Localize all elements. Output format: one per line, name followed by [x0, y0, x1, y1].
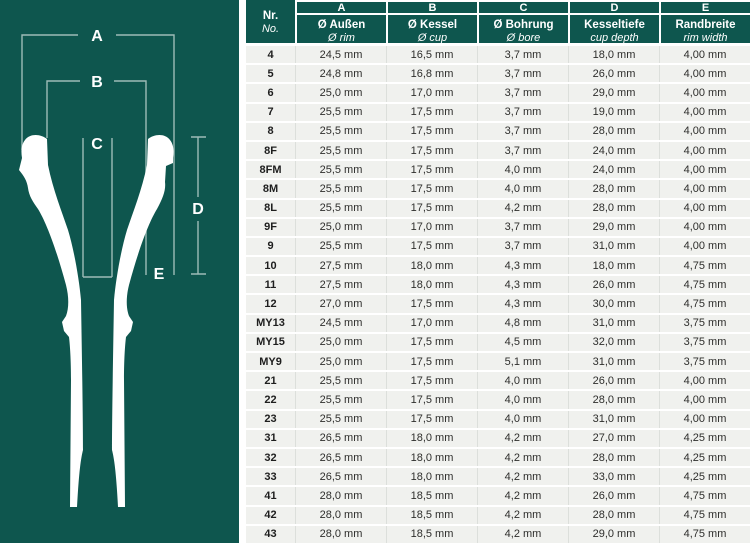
cell-d: 26,0 mm — [568, 372, 659, 389]
cell-e: 3,75 mm — [659, 315, 750, 332]
cell-c: 3,7 mm — [477, 238, 568, 255]
header-column-letter: C — [477, 0, 568, 15]
table-header — [246, 0, 750, 46]
cell-nr: 43 — [264, 528, 277, 541]
table-row — [246, 84, 750, 103]
table-row — [246, 526, 750, 543]
label-d: D — [192, 201, 204, 218]
cell-nr: 8L — [264, 202, 277, 215]
cell-nr: 32 — [264, 451, 277, 464]
cell-c: 4,0 mm — [477, 391, 568, 408]
cell-e: 4,75 mm — [659, 487, 750, 504]
cell-a: 25,0 mm — [295, 334, 386, 351]
cell-nr: 9F — [264, 221, 277, 234]
table-row — [246, 46, 750, 65]
cell-d: 26,0 mm — [568, 487, 659, 504]
cell-b: 17,5 mm — [386, 411, 477, 428]
table-row — [246, 142, 750, 161]
cell-b: 18,5 mm — [386, 507, 477, 524]
cell-a: 27,5 mm — [295, 257, 386, 274]
cell-a: 25,5 mm — [295, 123, 386, 140]
table-row — [246, 295, 750, 314]
cell-e: 4,00 mm — [659, 65, 750, 82]
cell-a: 28,0 mm — [295, 507, 386, 524]
cell-d: 30,0 mm — [568, 295, 659, 312]
table-row — [246, 353, 750, 372]
table-row — [246, 411, 750, 430]
cell-c: 4,2 mm — [477, 526, 568, 543]
cell-a: 25,0 mm — [295, 219, 386, 236]
cell-a: 25,5 mm — [295, 200, 386, 217]
cell-c: 3,7 mm — [477, 123, 568, 140]
cell-nr: MY15 — [256, 336, 285, 349]
cell-nr: MY9 — [259, 355, 282, 368]
table-row — [246, 65, 750, 84]
mouthpiece-diagram — [0, 0, 239, 543]
cell-nr: 33 — [264, 470, 277, 483]
header-name-en: cup depth — [590, 31, 639, 44]
header-column-letter: B — [386, 0, 477, 15]
table-row — [246, 276, 750, 295]
cell-c: 4,0 mm — [477, 372, 568, 389]
cell-d: 24,0 mm — [568, 161, 659, 178]
cell-d: 18,0 mm — [568, 46, 659, 63]
cell-b: 17,5 mm — [386, 142, 477, 159]
cell-b: 18,0 mm — [386, 257, 477, 274]
cell-c: 4,0 mm — [477, 161, 568, 178]
cell-a: 27,5 mm — [295, 276, 386, 293]
label-a: A — [91, 28, 103, 45]
cell-b: 18,0 mm — [386, 430, 477, 447]
cell-a: 24,8 mm — [295, 65, 386, 82]
cell-b: 18,5 mm — [386, 487, 477, 504]
cell-nr: 8FM — [259, 163, 282, 176]
cell-nr: 22 — [264, 393, 277, 406]
cell-nr: 41 — [264, 489, 277, 502]
table-body — [246, 46, 750, 543]
cell-nr: 6 — [267, 86, 274, 99]
cell-e: 4,75 mm — [659, 507, 750, 524]
cell-d: 24,0 mm — [568, 142, 659, 159]
cell-d: 29,0 mm — [568, 84, 659, 101]
cell-b: 17,5 mm — [386, 295, 477, 312]
header-name-en: Ø rim — [328, 31, 355, 44]
cell-c: 4,2 mm — [477, 449, 568, 466]
cell-e: 4,75 mm — [659, 526, 750, 543]
cell-c: 3,7 mm — [477, 46, 568, 63]
panel-table-divider — [239, 0, 246, 543]
cell-e: 4,00 mm — [659, 391, 750, 408]
header-name-en: rim width — [683, 31, 728, 44]
cell-d: 26,0 mm — [568, 276, 659, 293]
cell-e: 4,25 mm — [659, 449, 750, 466]
cell-a: 25,5 mm — [295, 104, 386, 121]
cell-nr: 42 — [264, 509, 277, 522]
cell-c: 3,7 mm — [477, 142, 568, 159]
table-row — [246, 200, 750, 219]
cell-nr: 11 — [264, 278, 277, 291]
header-name-de: Ø Bohrung — [493, 18, 554, 31]
cell-e: 4,00 mm — [659, 104, 750, 121]
cell-e: 4,25 mm — [659, 430, 750, 447]
header-name-en: Ø bore — [506, 31, 541, 44]
cell-d: 32,0 mm — [568, 334, 659, 351]
cell-d: 31,0 mm — [568, 411, 659, 428]
cell-a: 25,5 mm — [295, 142, 386, 159]
table-row — [246, 238, 750, 257]
cell-d: 18,0 mm — [568, 257, 659, 274]
spec-table — [246, 0, 750, 543]
cell-d: 29,0 mm — [568, 219, 659, 236]
cell-nr: 4 — [267, 48, 274, 61]
header-column-name — [659, 15, 750, 46]
cell-nr: 8 — [267, 125, 274, 138]
cell-d: 26,0 mm — [568, 65, 659, 82]
cell-nr: 10 — [264, 259, 277, 272]
cell-b: 17,5 mm — [386, 200, 477, 217]
cell-e: 3,75 mm — [659, 334, 750, 351]
header-column-letter: E — [659, 0, 750, 15]
cell-a: 26,5 mm — [295, 468, 386, 485]
table-row — [246, 123, 750, 142]
cell-a: 28,0 mm — [295, 526, 386, 543]
header-name-de: Ø Außen — [317, 18, 366, 31]
cell-c: 4,0 mm — [477, 180, 568, 197]
cell-d: 31,0 mm — [568, 315, 659, 332]
cell-e: 4,00 mm — [659, 142, 750, 159]
cell-e: 4,75 mm — [659, 295, 750, 312]
cell-d: 33,0 mm — [568, 468, 659, 485]
cell-c: 3,7 mm — [477, 65, 568, 82]
diagram-panel — [0, 0, 239, 543]
cell-a: 25,5 mm — [295, 411, 386, 428]
cell-a: 25,5 mm — [295, 161, 386, 178]
cell-b: 18,5 mm — [386, 526, 477, 543]
cell-a: 26,5 mm — [295, 430, 386, 447]
header-name-de: Randbreite — [675, 18, 736, 31]
header-column-name — [386, 15, 477, 46]
cell-c: 4,8 mm — [477, 315, 568, 332]
cell-e: 4,00 mm — [659, 219, 750, 236]
cell-c: 4,3 mm — [477, 276, 568, 293]
header-name-en: Ø cup — [417, 31, 448, 44]
cell-a: 24,5 mm — [295, 46, 386, 63]
table-row — [246, 180, 750, 199]
cell-b: 17,0 mm — [386, 315, 477, 332]
cell-c: 4,3 mm — [477, 257, 568, 274]
cell-d: 19,0 mm — [568, 104, 659, 121]
table-row — [246, 507, 750, 526]
cell-b: 17,5 mm — [386, 161, 477, 178]
cell-e: 4,75 mm — [659, 276, 750, 293]
cell-c: 3,7 mm — [477, 84, 568, 101]
cell-nr: 21 — [264, 374, 277, 387]
cell-b: 17,5 mm — [386, 238, 477, 255]
cell-d: 27,0 mm — [568, 430, 659, 447]
cell-b: 17,0 mm — [386, 84, 477, 101]
cell-c: 3,7 mm — [477, 219, 568, 236]
cell-e: 4,00 mm — [659, 161, 750, 178]
cell-d: 28,0 mm — [568, 391, 659, 408]
cell-a: 25,5 mm — [295, 391, 386, 408]
cell-e: 4,00 mm — [659, 46, 750, 63]
header-nr — [246, 0, 295, 46]
table-row — [246, 391, 750, 410]
cell-b: 18,0 mm — [386, 449, 477, 466]
label-e: E — [153, 266, 165, 283]
cell-nr: 9 — [267, 240, 274, 253]
cell-a: 26,5 mm — [295, 449, 386, 466]
left-wall-shape — [19, 135, 83, 507]
cell-nr: 8F — [264, 144, 277, 157]
header-nr-en: No. — [261, 23, 280, 35]
cell-b: 18,0 mm — [386, 276, 477, 293]
cell-nr: 12 — [264, 298, 277, 311]
cell-c: 4,2 mm — [477, 487, 568, 504]
cell-e: 4,75 mm — [659, 257, 750, 274]
cell-d: 28,0 mm — [568, 507, 659, 524]
cell-c: 4,3 mm — [477, 295, 568, 312]
cell-c: 3,7 mm — [477, 104, 568, 121]
label-b: B — [91, 74, 103, 91]
cell-b: 17,5 mm — [386, 372, 477, 389]
cell-e: 4,00 mm — [659, 200, 750, 217]
cell-b: 16,8 mm — [386, 65, 477, 82]
cell-b: 17,5 mm — [386, 353, 477, 370]
header-name-de: Kesseltiefe — [584, 18, 645, 31]
table-row — [246, 257, 750, 276]
cell-nr: 31 — [264, 432, 277, 445]
cell-c: 4,2 mm — [477, 507, 568, 524]
cell-a: 25,5 mm — [295, 180, 386, 197]
cell-d: 28,0 mm — [568, 123, 659, 140]
cell-e: 4,00 mm — [659, 238, 750, 255]
header-column-name — [568, 15, 659, 46]
table-row — [246, 104, 750, 123]
cell-c: 4,2 mm — [477, 430, 568, 447]
cell-a: 27,0 mm — [295, 295, 386, 312]
table-row — [246, 487, 750, 506]
cell-c: 4,5 mm — [477, 334, 568, 351]
mouthpiece-silhouette — [19, 135, 174, 507]
cell-nr: 8M — [262, 182, 279, 195]
cell-c: 4,2 mm — [477, 468, 568, 485]
cell-a: 28,0 mm — [295, 487, 386, 504]
header-name-de: Ø Kessel — [407, 18, 458, 31]
cell-c: 5,1 mm — [477, 353, 568, 370]
cell-d: 29,0 mm — [568, 526, 659, 543]
table-row — [246, 161, 750, 180]
cell-b: 17,0 mm — [386, 219, 477, 236]
cell-b: 17,5 mm — [386, 123, 477, 140]
header-column-letter: D — [568, 0, 659, 15]
cell-b: 18,0 mm — [386, 468, 477, 485]
table-row — [246, 219, 750, 238]
cell-b: 17,5 mm — [386, 104, 477, 121]
cell-d: 31,0 mm — [568, 353, 659, 370]
cell-a: 24,5 mm — [295, 315, 386, 332]
cell-e: 4,25 mm — [659, 468, 750, 485]
label-c: C — [91, 136, 103, 153]
header-column-name — [295, 15, 386, 46]
table-row — [246, 315, 750, 334]
table-row — [246, 449, 750, 468]
cell-d: 31,0 mm — [568, 238, 659, 255]
measure-c-line — [83, 138, 112, 277]
cell-e: 4,00 mm — [659, 411, 750, 428]
cell-nr: 23 — [264, 413, 277, 426]
table-row — [246, 334, 750, 353]
table-row — [246, 430, 750, 449]
right-wall-shape — [112, 135, 174, 507]
cell-c: 4,0 mm — [477, 411, 568, 428]
header-column-name — [477, 15, 568, 46]
cell-a: 25,5 mm — [295, 238, 386, 255]
cell-e: 4,00 mm — [659, 84, 750, 101]
cell-a: 25,0 mm — [295, 84, 386, 101]
cell-nr: 5 — [267, 67, 274, 80]
table-row — [246, 372, 750, 391]
table-row — [246, 468, 750, 487]
cell-a: 25,5 mm — [295, 372, 386, 389]
cell-c: 4,2 mm — [477, 200, 568, 217]
cell-b: 17,5 mm — [386, 391, 477, 408]
cell-d: 28,0 mm — [568, 180, 659, 197]
header-nr-de: Nr. — [262, 10, 279, 22]
cell-d: 28,0 mm — [568, 449, 659, 466]
cell-nr: MY13 — [256, 317, 285, 330]
cell-e: 3,75 mm — [659, 353, 750, 370]
cell-e: 4,00 mm — [659, 123, 750, 140]
header-column-letter: A — [295, 0, 386, 15]
cell-d: 28,0 mm — [568, 200, 659, 217]
cell-b: 16,5 mm — [386, 46, 477, 63]
cell-nr: 7 — [267, 106, 274, 119]
cell-e: 4,00 mm — [659, 180, 750, 197]
cell-e: 4,00 mm — [659, 372, 750, 389]
cell-b: 17,5 mm — [386, 334, 477, 351]
cell-b: 17,5 mm — [386, 180, 477, 197]
cell-a: 25,0 mm — [295, 353, 386, 370]
measurement-lines — [22, 35, 206, 277]
